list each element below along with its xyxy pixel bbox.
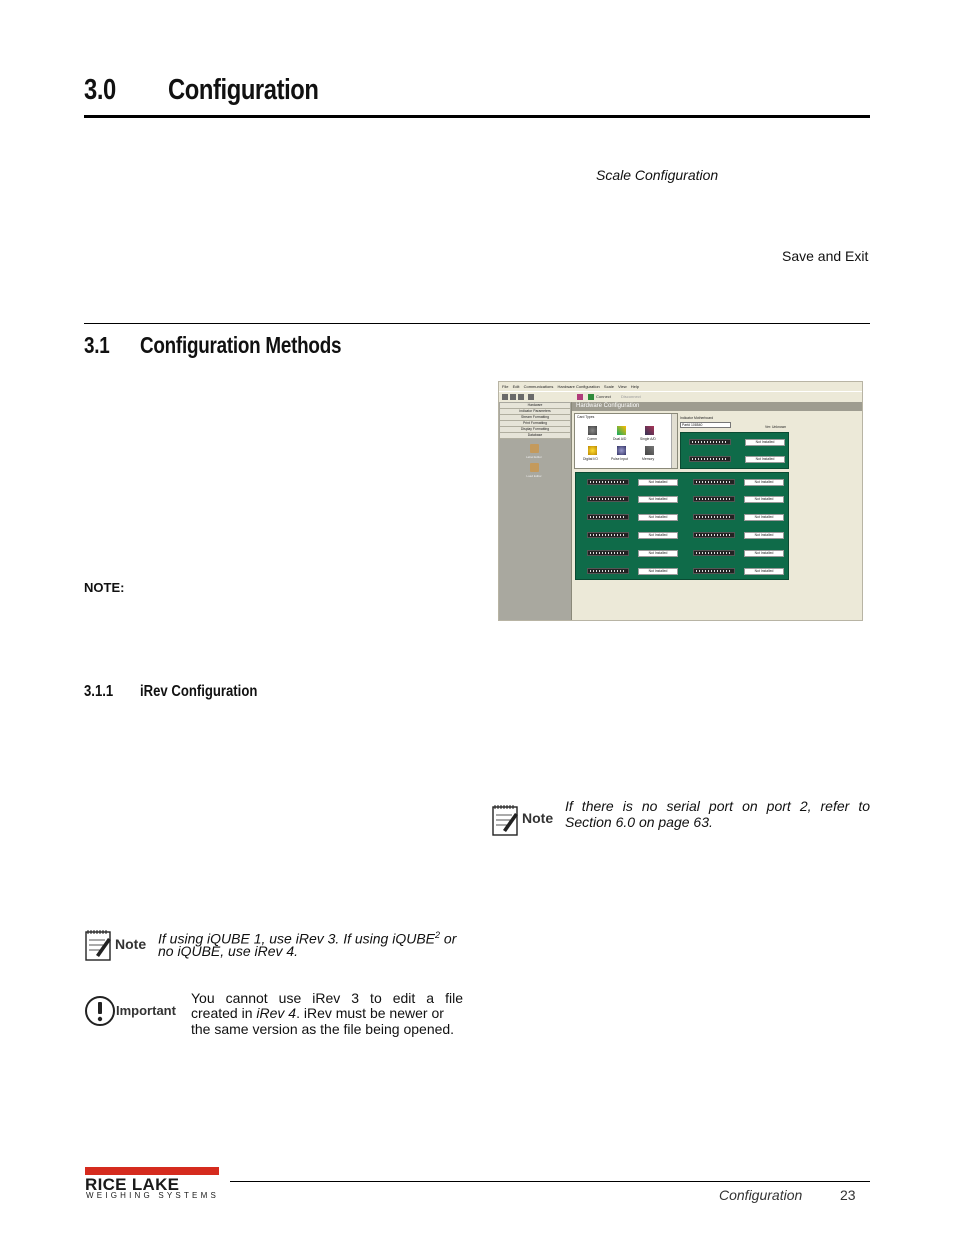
connector	[693, 550, 735, 556]
important-icon	[84, 995, 116, 1027]
slot: Not Installed	[744, 568, 784, 575]
note-serial-line2: Section 6.0 on page 63.	[565, 814, 713, 830]
scale-configuration-ref: Scale Configuration	[596, 167, 719, 183]
connector	[587, 568, 629, 574]
connector	[587, 514, 629, 520]
slot: Not Installed	[744, 496, 784, 503]
connector	[689, 456, 731, 462]
note-icon	[491, 803, 519, 837]
menu-edit: Edit	[512, 384, 520, 389]
slot: Not Installed	[638, 479, 678, 486]
note-serial-line1: If there is no serial port on port 2, refer to	[565, 798, 870, 814]
nav-print-formatting: Print Formatting	[500, 421, 570, 427]
note-iqube-superscript: 2	[435, 930, 441, 940]
indicator-motherboard-label: Indicator Motherboard	[680, 416, 714, 420]
slot: Not Installed	[744, 532, 784, 539]
company-logo: RICE LAKE	[85, 1175, 180, 1194]
connector	[693, 568, 735, 574]
menu-view: View	[618, 384, 627, 389]
menu-scale: Scale	[603, 384, 614, 389]
important-word: Important	[116, 1003, 176, 1018]
connector	[693, 479, 735, 485]
page-number: 23	[840, 1187, 856, 1203]
important-emphasis: iRev 4	[256, 1005, 297, 1021]
load-editor-label: Load Editor	[526, 474, 542, 478]
slot: Not Installed	[745, 439, 785, 446]
comm-card-label: Comm	[587, 437, 597, 441]
section-3-1-1-number: 3.1.1	[84, 683, 114, 700]
indicator-select: Part# 108540	[680, 422, 731, 428]
important-line3: the same version as the file being opened.	[191, 1021, 455, 1037]
digital-io-card-label: Digital I/O	[583, 457, 598, 461]
company-logo-subtitle: WEIGHING SYSTEMS	[86, 1191, 219, 1200]
save-icon	[518, 394, 524, 400]
save-and-exit-ref: Save and Exit	[782, 248, 869, 264]
dual-ad-card-label: Dual A/D	[613, 437, 627, 441]
nav-stream-formatting: Stream Formatting	[500, 415, 570, 421]
refresh-icon	[577, 394, 583, 400]
slot: Not Installed	[638, 550, 678, 557]
important-line1: You cannot use iRev 3 to edit a file	[191, 990, 463, 1006]
note-iqube-line2: no iQUBE, use iRev 4.	[158, 943, 299, 959]
important-text: created in	[191, 1005, 257, 1021]
nav-display-formatting: Display Formatting	[500, 427, 570, 433]
slot: Not Installed	[744, 514, 784, 521]
version-label: Ver: Unknown	[765, 425, 787, 429]
connect-label: Connect	[596, 394, 611, 399]
left-pane-list	[500, 403, 570, 439]
section-3-1-title: Configuration Methods	[140, 332, 342, 358]
pulse-input-card-label: Pulse Input	[611, 457, 628, 461]
menu-help: Help	[630, 384, 640, 389]
slot: Not Installed	[638, 532, 678, 539]
memory-card-label: Memory	[642, 457, 655, 461]
page-title: Configuration	[168, 74, 319, 106]
dual-ad-card-icon	[617, 426, 626, 435]
note-icon	[84, 928, 112, 962]
connector	[587, 550, 629, 556]
nav-hardware: Hardware	[500, 403, 570, 409]
footer-rule	[230, 1181, 870, 1182]
digital-io-card-icon	[588, 446, 597, 455]
slot: Not Installed	[638, 496, 678, 503]
connector	[587, 496, 629, 502]
connector	[689, 439, 731, 445]
expansion-board	[575, 472, 789, 580]
connect-icon	[588, 394, 594, 400]
pulse-input-card-icon	[617, 446, 626, 455]
slot: Not Installed	[744, 479, 784, 486]
connector	[693, 496, 735, 502]
note-iqube-text-end: or	[440, 930, 457, 947]
slot: Not Installed	[638, 568, 678, 575]
label-editor-icon	[530, 444, 539, 453]
memory-card-icon	[645, 446, 654, 455]
slot: Not Installed	[745, 456, 785, 463]
single-ad-card-icon	[645, 426, 654, 435]
load-editor-icon	[530, 463, 539, 472]
important-text-end: . iRev must be newer or	[296, 1005, 444, 1021]
label-editor-label: Label Editor	[525, 455, 542, 459]
note-word: Note	[522, 810, 554, 826]
section-number: 3.0	[84, 74, 116, 106]
card-types-panel	[574, 413, 678, 469]
menu-communications: Communications	[523, 384, 554, 389]
logo-red-bar	[85, 1167, 219, 1175]
menu-bar	[499, 384, 862, 390]
important-line2	[191, 1005, 444, 1021]
slot: Not Installed	[744, 550, 784, 557]
disconnect-label: Disconnect	[621, 394, 641, 399]
nav-indicator-parameters: Indicator Parameters	[500, 409, 570, 415]
title-rule	[84, 115, 870, 118]
hardware-configuration-screenshot	[498, 381, 863, 621]
slot: Not Installed	[638, 514, 678, 521]
note-word: Note	[115, 936, 147, 952]
print-icon	[528, 394, 534, 400]
card-types-label: Card Types	[577, 415, 595, 419]
connector	[693, 532, 735, 538]
note-iqube-text: If using iQUBE 1, use iRev 3. If using iQUBE	[158, 930, 436, 947]
single-ad-card-label: Single A/D	[640, 437, 656, 441]
connector	[587, 479, 629, 485]
section-rule	[84, 323, 870, 324]
motherboard	[680, 432, 789, 469]
menu-hardware-configuration: Hardware Configuration	[557, 384, 600, 389]
menu-file: File	[502, 384, 509, 389]
nav-database: Database	[500, 433, 570, 439]
connector	[693, 514, 735, 520]
new-icon	[502, 394, 508, 400]
note-label: NOTE:	[84, 580, 125, 595]
comm-card-icon	[588, 426, 597, 435]
left-pane	[499, 402, 572, 621]
section-3-1-number: 3.1	[84, 332, 110, 358]
footer-section-name: Configuration	[719, 1187, 803, 1203]
open-icon	[510, 394, 516, 400]
connector	[587, 532, 629, 538]
window-title: Hardware Configuration	[572, 402, 863, 411]
section-3-1-1-title: iRev Configuration	[140, 683, 258, 700]
card-types-scrollbar	[671, 414, 677, 468]
